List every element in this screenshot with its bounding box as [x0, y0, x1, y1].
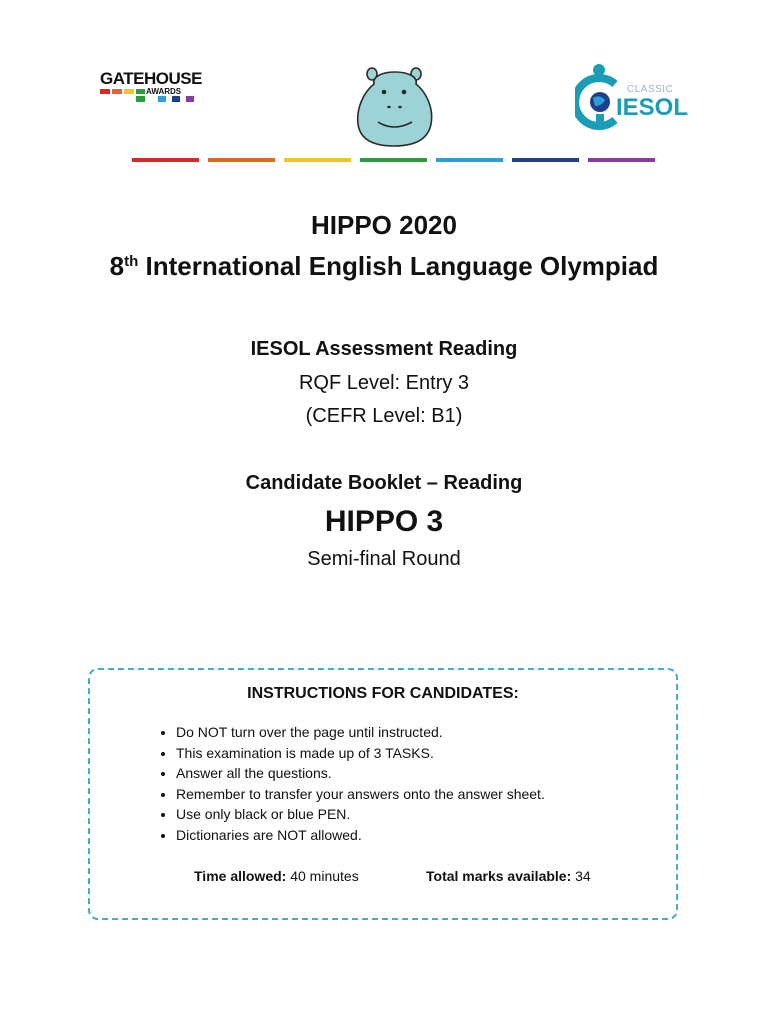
strip-segment-red: [132, 158, 199, 162]
instruction-item: • Answer all the questions.: [176, 763, 545, 784]
booklet-title: Candidate Booklet – Reading: [245, 472, 523, 494]
time-allowed: Time allowed: 40 minutes: [194, 868, 359, 884]
hippo-mascot-logo: [354, 62, 436, 148]
instruction-item: • Dictionaries are NOT allowed.: [176, 825, 545, 846]
classic-iesol-logo: [575, 62, 689, 132]
round-name: Semi-final Round: [307, 548, 461, 570]
gatehouse-awards-text: AWARDS: [146, 87, 182, 96]
assessment-title: IESOL Assessment Reading: [250, 338, 518, 360]
page-subtitle: 8th International English Language Olympiad: [109, 251, 659, 281]
instruction-item: • This examination is made up of 3 TASKS.: [176, 743, 545, 764]
cefr-level: (CEFR Level: B1): [305, 405, 463, 427]
strip-segment-navy: [512, 158, 579, 162]
instructions-box: [88, 668, 678, 920]
strip-segment-orange: [208, 158, 275, 162]
instruction-item: • Remember to transfer your answers onto the answer sheet.: [176, 784, 545, 805]
hippo-icon: [354, 62, 436, 148]
gatehouse-wordmark: GATEHOUSE: [100, 69, 202, 88]
rqf-level: RQF Level: Entry 3: [298, 372, 470, 394]
instruction-item: • Use only black or blue PEN.: [176, 804, 545, 825]
hippo-level: HIPPO 3: [324, 505, 444, 538]
strip-segment-yellow: [284, 158, 351, 162]
strip-segment-green: [360, 158, 427, 162]
instruction-item: • Do NOT turn over the page until instructed.: [176, 722, 545, 743]
color-strip: [132, 158, 656, 162]
page-title: HIPPO 2020: [311, 210, 457, 240]
strip-segment-cyan: [436, 158, 503, 162]
instructions-title: INSTRUCTIONS FOR CANDIDATES:: [247, 685, 519, 702]
iesol-wordmark: IESOL: [616, 94, 689, 121]
gatehouse-awards-logo: [100, 70, 206, 110]
iesol-classic-text: CLASSIC: [627, 84, 674, 95]
strip-segment-purple: [588, 158, 655, 162]
total-marks: Total marks available: 34: [426, 868, 591, 884]
instructions-list: [148, 722, 545, 845]
